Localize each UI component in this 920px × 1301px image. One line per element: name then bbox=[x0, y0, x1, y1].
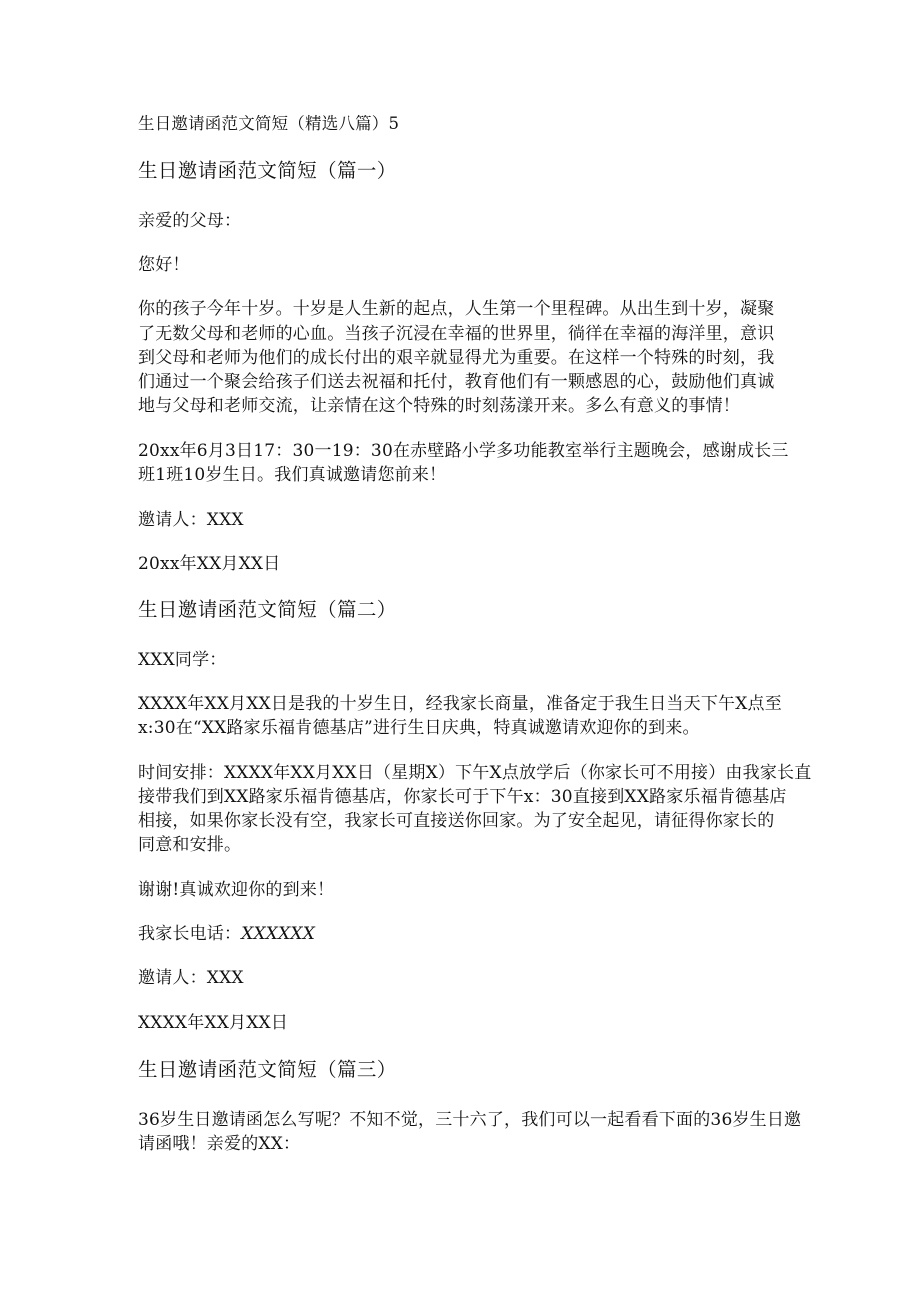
section-1-para1-line: 地与父母和老师交流，让亲情在这个特殊的时刻荡漾开来。多么有意义的事情！ bbox=[138, 396, 740, 416]
section-2-inviter: 邀请人：XXX bbox=[138, 968, 244, 988]
section-2-para2-line: 同意和安排。 bbox=[138, 835, 242, 855]
section-1-para1-line: 了无数父母和老师的心血。当孩子沉浸在幸福的世界里，徜徉在幸福的海洋里，意识 bbox=[138, 324, 775, 344]
section-2-phone-label: 我家长电话： bbox=[138, 924, 242, 944]
section-1-greeting: 您好！ bbox=[138, 255, 190, 275]
section-2-para2-line: 时间安排：XXXX年XX月XX日（星期X）下午X点放学后（你家长可不用接）由我家长直 bbox=[138, 763, 812, 783]
section-1-para2-line: 班1班10岁生日。我们真诚邀请您前来！ bbox=[138, 465, 447, 485]
section-1-para2-line: 20xx年6月3日17：30一19：30在赤壁路小学多功能教室举行主题晚会，感谢成长三 bbox=[138, 441, 789, 461]
section-2-thanks: 谢谢!真诚欢迎你的到来！ bbox=[138, 880, 335, 900]
section-2-phone bbox=[138, 922, 315, 946]
section-2-para2-line: 相接，如果你家长没有空，我家长可直接送你回家。为了安全起见，请征得你家长的 bbox=[138, 811, 775, 831]
section-1-inviter: 邀请人：XXX bbox=[138, 510, 244, 530]
section-3-para1-line: 36岁生日邀请函怎么写呢？不知不觉，三十六了，我们可以一起看看下面的36岁生日邀 bbox=[138, 1110, 802, 1130]
section-1-para1-line: 你的孩子今年十岁。十岁是人生新的起点，人生第一个里程碑。从出生到十岁，凝聚 bbox=[138, 299, 775, 319]
section-2-para2-line: 接带我们到XX路家乐福肯德基店，你家长可于下午x：30直接到XX路家乐福肯德基店 bbox=[138, 787, 787, 807]
section-3-heading: 生日邀请函范文简短（篇三） bbox=[138, 1058, 397, 1081]
section-1-date: 20xx年XX月XX日 bbox=[138, 554, 281, 574]
section-2-date: XXXX年XX月XX日 bbox=[138, 1013, 289, 1033]
section-2-salutation: XXX同学： bbox=[138, 650, 227, 670]
section-3-para1-line: 请函哦！亲爱的XX： bbox=[138, 1134, 301, 1154]
document-title: 生日邀请函范文简短（精选八篇）5 bbox=[138, 114, 400, 133]
section-2-phone-value: XXXXXX bbox=[241, 924, 316, 944]
section-2-para1-line: x:30在“XX路家乐福肯德基店”进行生日庆典，特真诚邀请欢迎你的到来。 bbox=[138, 718, 700, 738]
section-2-heading: 生日邀请函范文简短（篇二） bbox=[138, 598, 397, 621]
section-1-para1-line: 到父母和老师为他们的成长付出的艰辛就显得尤为重要。在这样一个特殊的时刻，我 bbox=[138, 348, 775, 368]
section-2-para1-line: XXXX年XX月XX日是我的十岁生日，经我家长商量，准备定于我生日当天下午X点至 bbox=[138, 694, 782, 714]
section-1-salutation: 亲爱的父母： bbox=[138, 211, 242, 231]
section-1-para1-line: 们通过一个聚会给孩子们送去祝福和托付，教育他们有一颗感恩的心，鼓励他们真诚 bbox=[138, 372, 775, 392]
section-1-heading: 生日邀请函范文简短（篇一） bbox=[138, 159, 397, 182]
